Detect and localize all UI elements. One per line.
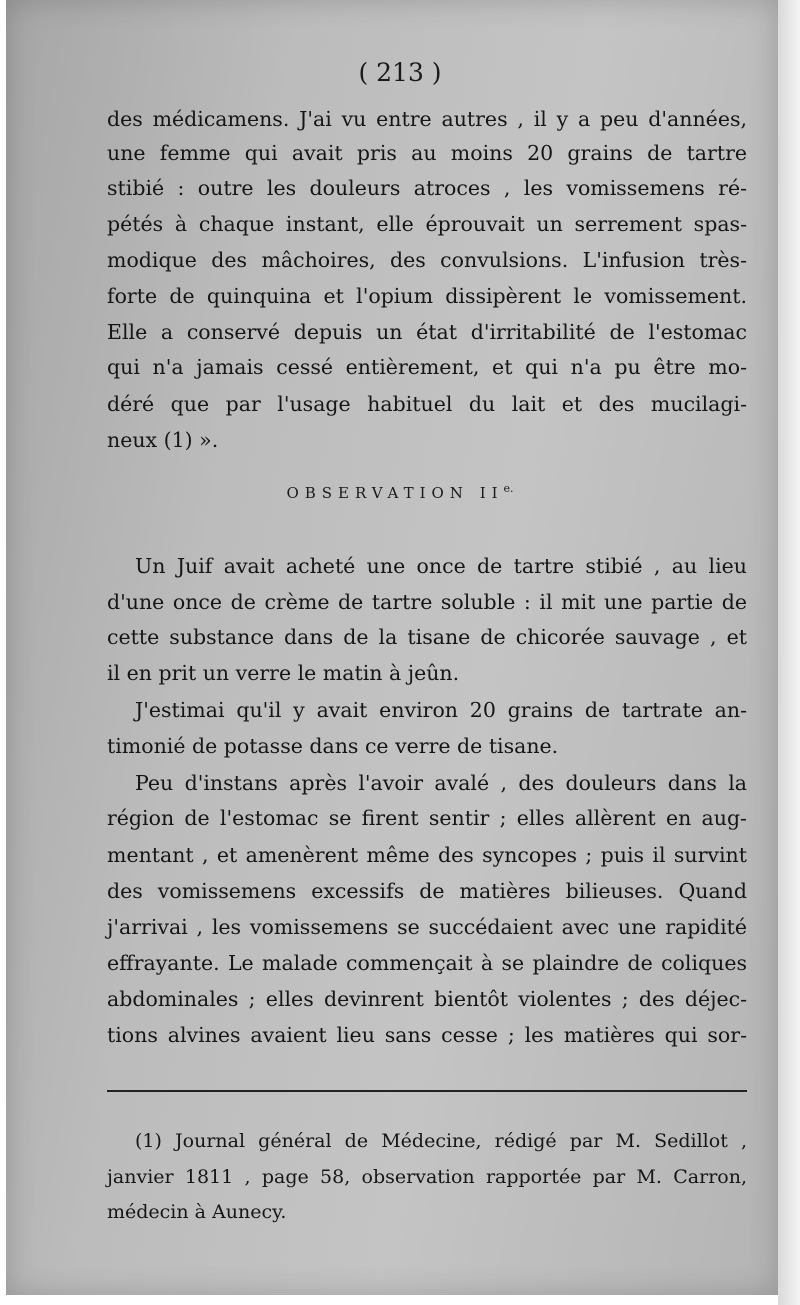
heading-text: OBSERVATION II xyxy=(286,484,504,502)
text-line: cette substance dans de la tisane de chicorée sauvage , et xyxy=(107,625,747,649)
text-line: mentant , et amenèrent même des syncopes ; puis il survint xyxy=(107,843,747,867)
text-line: région de l'estomac se firent sentir ; elles allèrent en aug- xyxy=(107,806,747,830)
heading-superscript: e. xyxy=(503,482,514,495)
text-line: modique des mâchoires, des convulsions. L'infusion très- xyxy=(107,248,747,272)
text-line: timonié de potasse dans ce verre de tisane. xyxy=(107,734,559,758)
text-line: effrayante. Le malade commençait à se plaindre de coliques xyxy=(107,951,747,975)
footnote-line: (1) Journal général de Médecine, rédigé par M. Sedillot , xyxy=(135,1130,747,1152)
page-edge xyxy=(778,0,800,1305)
text-line: Peu d'instans après l'avoir avalé , des douleurs dans la xyxy=(135,771,747,795)
text-line: abdominales ; elles devinrent bientôt violentes ; des déjec- xyxy=(107,987,747,1011)
text-line: stibié : outre les douleurs atroces , les vomissemens ré- xyxy=(107,176,747,200)
text-line: Un Juif avait acheté une once de tartre stibié , au lieu xyxy=(135,554,747,578)
text-line: des vomissemens excessifs de matières bilieuses. Quand xyxy=(107,879,747,903)
text-line: des médicamens. J'ai vu entre autres , il y a peu d'années, xyxy=(107,107,747,131)
text-line: tions alvines avaient lieu sans cesse ; les matières qui sor- xyxy=(107,1023,747,1047)
text-line: d'une once de crème de tartre soluble : il mit une partie de xyxy=(107,590,747,614)
text-line: une femme qui avait pris au moins 20 grains de tartre xyxy=(107,141,747,165)
text-line: qui n'a jamais cessé entièrement, et qui n'a pu être mo- xyxy=(107,355,747,379)
text-line: pétés à chaque instant, elle éprouvait un serrement spas- xyxy=(107,212,747,236)
text-line: j'arrivai , les vomissemens se succédaient avec une rapidité xyxy=(107,915,747,939)
text-line: J'estimai qu'il y avait environ 20 grains de tartrate an- xyxy=(135,698,747,722)
text-line: forte de quinquina et l'opium dissipèrent le vomissement. xyxy=(107,284,747,308)
text-line: neux (1) ». xyxy=(107,428,219,452)
page-number: ( 213 ) xyxy=(358,58,442,87)
text-line: déré que par l'usage habituel du lait et des mucilagi- xyxy=(107,392,747,416)
footnote-line: médecin à Aunecy. xyxy=(107,1201,287,1223)
text-line: il en prit un verre le matin à jeûn. xyxy=(107,661,460,685)
section-heading xyxy=(0,482,800,502)
text-line: Elle a conservé depuis un état d'irritabilité de l'estomac xyxy=(107,320,747,344)
footnote-divider xyxy=(107,1090,747,1092)
footnote-line: janvier 1811 , page 58, observation rapportée par M. Carron, xyxy=(107,1166,747,1188)
